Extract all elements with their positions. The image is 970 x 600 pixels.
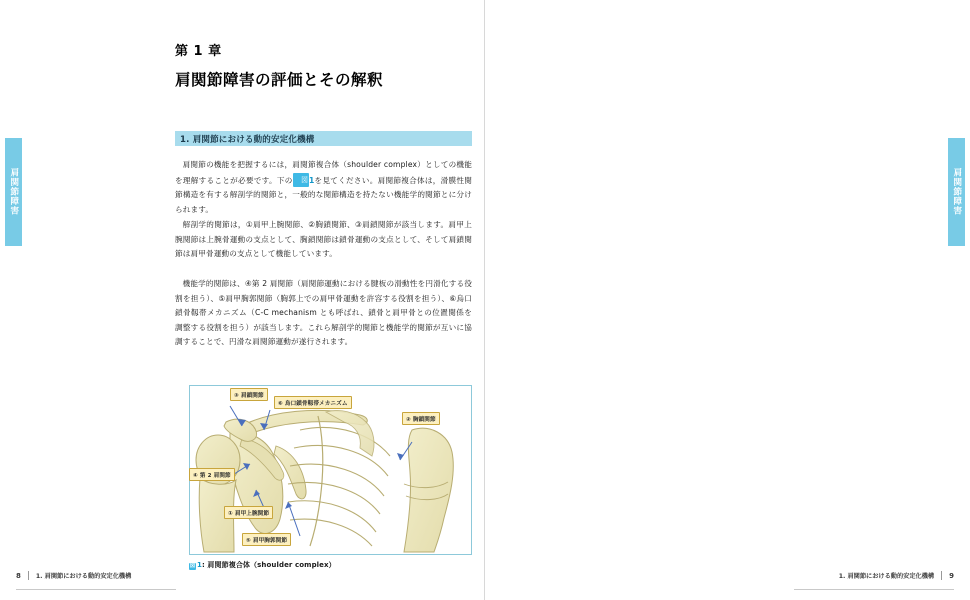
paragraph-1-part-a: 肩関節の機能を把握するには，肩関節複合体（shoulder complex）としての機能を理解することが必要です。下の — [175, 160, 472, 185]
paragraph-1 — [175, 158, 472, 217]
paragraph-1-part-b: を見てください。肩関節複合体は，滑膜性関節構造を有する解剖学的関節と，一般的な関節構造を持たない機能学的関節とに分けられます。 — [175, 175, 473, 214]
page-number-right: 9 — [949, 571, 954, 580]
paragraph-2: 解剖学的関節は，①肩甲上腕関節、②胸鎖関節、③肩鎖関節が該当します。肩甲上腕関節は上腕骨運動の支点として、胸鎖関節は鎖骨運動の支点として、そして肩鎖関節は肩甲骨運動の支点として機能しています。 — [175, 220, 472, 259]
figure-1-label-6: ⑥ 烏口鎖骨靱帯メカニズム — [274, 396, 352, 409]
figure-1-label-2: ② 胸鎖関節 — [402, 412, 440, 425]
figure-1-label-5: ⑤ 肩甲胸郭関節 — [242, 533, 291, 546]
figure-1-label-1: ① 肩甲上腕関節 — [224, 506, 273, 519]
footer-rule-left — [16, 589, 176, 590]
page-number-left: 8 — [16, 571, 21, 580]
footer-left — [16, 571, 131, 580]
figure-1-caption-icon: 図 — [189, 563, 196, 569]
figure-1-label-4: ④ 第 2 肩関節 — [189, 468, 235, 481]
chapter-title: 肩関節障害の評価とその解釈 — [175, 71, 384, 89]
paragraph-3: 機能学的関節は、④第 2 肩関節（肩関節運動における腱板の滑動性を円滑化する役割を担う）、⑤肩甲胸郭関節（胸郭上での肩甲骨運動を許容する役割を担う）、⑥烏口鎖骨靱帯メカニズム（C-C mechanism とも呼ばれ、鎖骨と肩甲骨との位置関係を調整する役割を担う）が該当します。これら解剖学的関節と機能学的関節が互いに協調することで、円滑な肩関節運動が遂行されます。 — [175, 279, 472, 347]
figure-1 — [189, 385, 472, 555]
chapter-number: 第 1 章 — [175, 44, 222, 59]
page-right — [485, 0, 970, 600]
footer-rule-right — [794, 589, 954, 590]
figure-ref-num-1: 1 — [308, 175, 315, 185]
figure-1-caption-text: 肩関節複合体（shoulder complex） — [207, 561, 336, 569]
footer-divider-left — [28, 571, 29, 580]
figure-1-caption-number: 1 — [197, 561, 202, 569]
figure-1-caption: 図 1: 肩関節複合体（shoulder complex） — [189, 561, 336, 569]
figure-ref-chip-1: 図 — [293, 173, 309, 188]
thumb-tab-right: 肩関節障害 — [948, 138, 965, 246]
running-head-right: 1. 肩関節における動的安定化機構 — [838, 573, 935, 580]
footer-right — [839, 571, 954, 580]
figure-1-label-3: ③ 肩鎖関節 — [230, 388, 268, 401]
thumb-tab-left: 肩関節障害 — [5, 138, 22, 246]
footer-divider-right — [941, 571, 942, 580]
running-head-left: 1. 肩関節における動的安定化機構 — [35, 573, 132, 580]
section-heading: 1. 肩関節における動的安定化機構 — [175, 131, 472, 146]
